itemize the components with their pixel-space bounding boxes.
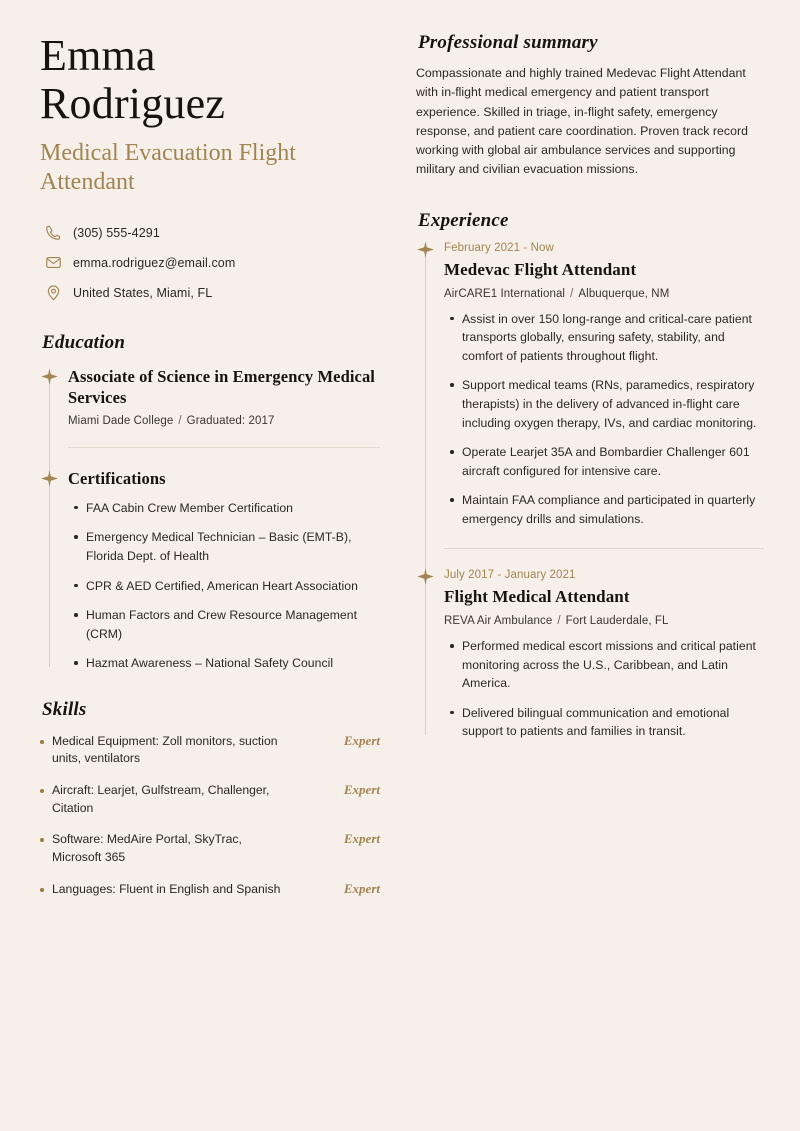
education-degree: Associate of Science in Emergency Medical Services xyxy=(68,366,375,407)
skill-level: Expert xyxy=(343,880,380,896)
education-certifications-timeline xyxy=(40,366,380,673)
experience-location: Albuquerque, NM xyxy=(578,287,670,300)
phone-icon xyxy=(44,224,62,242)
contact-phone-value: (305) 555-4291 xyxy=(73,225,160,240)
experience-location: Fort Lauderdale, FL xyxy=(565,615,669,628)
meta-separator: / xyxy=(570,287,574,300)
contact-email-value: emma.rodriguez@email.com xyxy=(73,255,236,270)
certifications-heading: Certifications xyxy=(68,468,166,488)
skill-item xyxy=(40,782,380,817)
sparkle-icon xyxy=(40,367,59,386)
list-item: Maintain FAA compliance and participated in quarterly emergency drills and simulations. xyxy=(462,491,764,528)
list-item: Delivered bilingual communication and emotional support to patients and families in transit. xyxy=(462,704,764,741)
certifications-list xyxy=(68,499,380,673)
sparkle-icon xyxy=(416,567,435,586)
experience-entry xyxy=(444,569,764,741)
skill-name: Medical Equipment: Zoll monitors, suction units, ventilators xyxy=(52,733,278,766)
experience-timeline xyxy=(416,242,764,741)
experience-meta xyxy=(444,615,764,627)
education-entry xyxy=(68,366,380,427)
meta-separator: / xyxy=(178,414,182,427)
education-heading: Education xyxy=(42,331,126,353)
experience-dates: February 2021 - Now xyxy=(444,241,554,254)
first-name: Emma xyxy=(40,31,156,80)
education-graduated: Graduated: 2017 xyxy=(186,414,275,427)
right-column xyxy=(392,32,764,1131)
contact-item-location[interactable] xyxy=(44,284,380,302)
experience-company: REVA Air Ambulance xyxy=(444,615,553,628)
location-pin-icon xyxy=(44,284,62,302)
experience-meta xyxy=(444,288,764,300)
experience-job-title: Medevac Flight Attendant xyxy=(444,259,637,279)
education-divider xyxy=(68,447,380,448)
contact-item-email[interactable] xyxy=(44,254,380,272)
envelope-icon xyxy=(44,254,62,272)
experience-company: AirCARE1 International xyxy=(444,287,566,300)
list-item: Human Factors and Crew Resource Management (CRM) xyxy=(86,606,380,643)
list-item: Support medical teams (RNs, paramedics, respiratory therapists) in the delivery of advanced in-flight care including oxygen therapy, IVs, and cardiac monitoring. xyxy=(462,376,764,432)
experience-bullets xyxy=(444,637,764,741)
experience-job-title: Flight Medical Attendant xyxy=(444,587,630,607)
meta-separator: / xyxy=(557,615,561,628)
skill-name: Languages: Fluent in English and Spanish xyxy=(52,881,281,896)
experience-divider xyxy=(444,548,764,549)
education-school: Miami Dade College xyxy=(68,414,174,427)
candidate-job-title: Medical Evacuation Flight Attendant xyxy=(40,140,296,196)
sparkle-icon xyxy=(416,240,435,259)
sparkle-icon xyxy=(40,469,59,488)
summary-heading: Professional summary xyxy=(418,32,598,53)
list-item: Operate Learjet 35A and Bombardier Challenger 601 aircraft configured for intensive care. xyxy=(462,443,764,480)
contact-list xyxy=(44,224,380,302)
skills-section xyxy=(40,699,380,899)
list-item: CPR & AED Certified, American Heart Association xyxy=(86,577,380,596)
list-item: Emergency Medical Technician – Basic (EMT-B), Florida Dept. of Health xyxy=(86,528,380,565)
skill-item xyxy=(40,881,380,899)
summary-text: Compassionate and highly trained Medevac Flight Attendant with in-flight medical emergency and patient transport experience. Skilled in triage, in-flight safety, emergency response, and patient care coordination. Proven track record working with global air ambulance services and supporting military and civilian evacuation missions. xyxy=(416,66,748,177)
list-item: Assist in over 150 long-range and critical-care patient transports globally, ensuring safety, stability, and comfort of patients throughout flight. xyxy=(462,310,764,366)
experience-heading: Experience xyxy=(418,209,509,231)
list-item: FAA Cabin Crew Member Certification xyxy=(86,499,380,518)
experience-entry xyxy=(444,242,764,528)
last-name: Rodriguez xyxy=(40,78,226,128)
skill-name: Software: MedAire Portal, SkyTrac, Microsoft 365 xyxy=(52,832,242,865)
skill-name: Aircraft: Learjet, Gulfstream, Challenger, Citation xyxy=(52,783,270,815)
contact-location-value: United States, Miami, FL xyxy=(73,285,213,300)
skill-level: Expert xyxy=(343,732,380,748)
education-meta xyxy=(68,415,380,427)
contact-item-phone[interactable] xyxy=(44,224,380,242)
skill-level: Expert xyxy=(343,831,380,847)
candidate-name xyxy=(40,32,380,127)
experience-dates: July 2017 - January 2021 xyxy=(444,569,576,582)
certifications-entry xyxy=(68,468,380,673)
skill-item xyxy=(40,831,380,866)
skills-heading: Skills xyxy=(42,698,87,720)
skill-item xyxy=(40,733,380,768)
skill-level: Expert xyxy=(343,782,380,798)
list-item: Hazmat Awareness – National Safety Council xyxy=(86,654,380,673)
left-column xyxy=(40,32,392,1131)
experience-bullets xyxy=(444,310,764,528)
list-item: Performed medical escort missions and critical patient monitoring across the U.S., Caribbean, and Latin America. xyxy=(462,637,764,693)
